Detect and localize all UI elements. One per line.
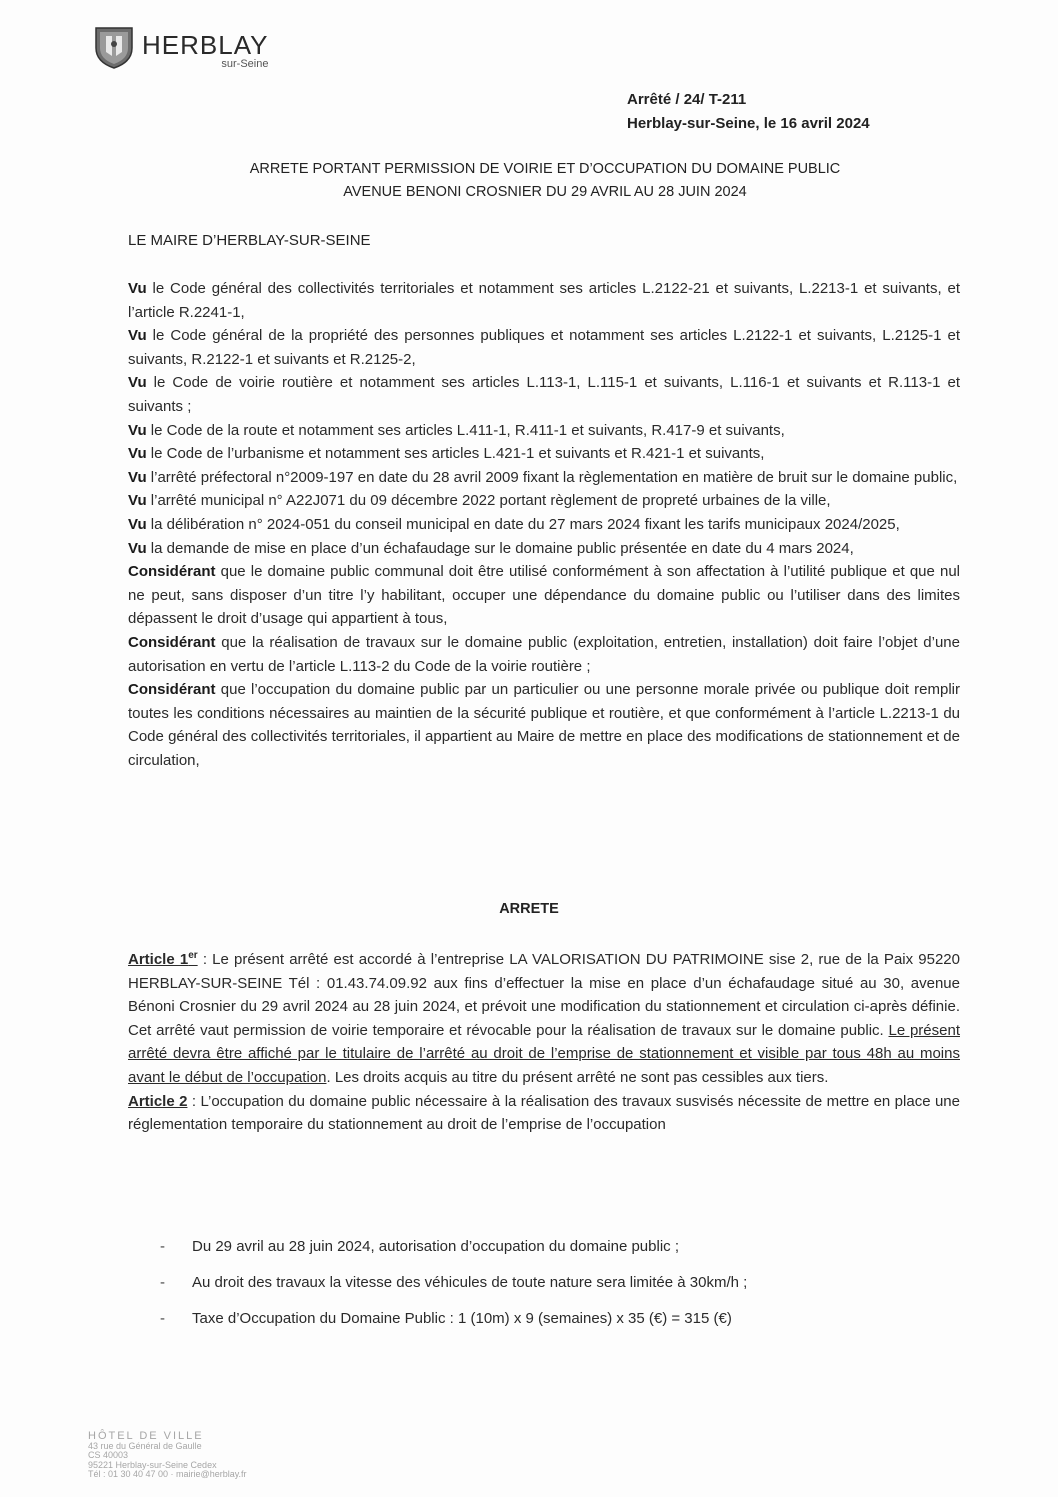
recital-text: que le domaine public communal doit être utilisé conformément à son affectation à l’utilité publique et que nul ne peut, sans disposer d’un titre l’y habilitant, occuper une dépendance du domaine public ou l’utiliser dans des limites dépassent le droit d’usage qui appartient à tous,	[128, 563, 960, 628]
article-1	[128, 944, 960, 1090]
recitals	[128, 277, 960, 772]
city-logo	[90, 22, 268, 72]
recital-item	[128, 466, 960, 490]
decree-place-date: Herblay-sur-Seine, le 16 avril 2024	[627, 115, 870, 132]
dash-bullet-icon: -	[160, 1238, 165, 1255]
city-crest-icon	[90, 22, 138, 70]
recital-lead: Vu	[128, 374, 147, 392]
recital-text: le Code général des collectivités territoriales et notamment ses articles L.2122-21 et suivants, L.2213-1 et suivants, et l’article R.2241-1,	[128, 280, 960, 321]
recital-text: le Code de voirie routière et notamment ses articles L.113-1, L.115-1 et suivants, L.116-1 et suivants et R.113-1 et suivants ;	[128, 374, 960, 415]
recital-text: la demande de mise en place d’un échafaudage sur le domaine public présentée en date du 4 mars 2024,	[146, 539, 854, 557]
article-1-display-notice: Le présent arrêté devra être affiché par le titulaire de l’arrêté au droit de l’emprise de stationnement et visible par tous 48h au moins avant le début de l’occupation	[128, 1021, 960, 1086]
list-item: - Taxe d’Occupation du Domaine Public : 1 (10m) x 9 (semaines) x 35 (€) = 315 (€)	[160, 1310, 732, 1327]
decree-reference	[627, 88, 870, 136]
recital-item	[128, 324, 960, 371]
footer-line: 43 rue du Général de Gaulle	[88, 1440, 202, 1451]
article-1-label: Article 1er	[128, 950, 198, 968]
footer-line: Tél : 01 30 40 47 00 · mairie@herblay.fr	[88, 1469, 247, 1479]
list-item: - Du 29 avril au 28 juin 2024, autorisation d’occupation du domaine public ;	[160, 1238, 679, 1255]
recital-text: que la réalisation de travaux sur le domaine public (exploitation, entretien, installation) doit faire l’objet d’une autorisation en vertu de l’article L.113-2 du Code de la voirie routière ;	[128, 633, 960, 675]
recital-lead: Vu	[128, 539, 147, 557]
recital-item	[128, 371, 960, 418]
document-title	[130, 158, 960, 204]
measures-list	[160, 1238, 747, 1346]
recital-lead: Vu	[128, 468, 147, 486]
logo-subtitle: sur-Seine	[221, 58, 269, 70]
mayor-heading: LE MAIRE D’HERBLAY-SUR-SEINE	[128, 232, 371, 249]
recital-lead: Considérant	[128, 681, 216, 699]
article-2-text: : L’occupation du domaine public nécessaire à la réalisation des travaux susvisés nécessite de mettre en place une réglementation temporaire du stationnement au droit de l’emprise de l’occupation	[128, 1092, 960, 1134]
footer-line: HÔTEL DE VILLE	[88, 1430, 204, 1442]
recital-lead: Vu	[128, 492, 147, 510]
recital-text: l’arrêté municipal n° A22J071 du 09 décembre 2022 portant règlement de propreté urbaines de la ville,	[146, 492, 831, 510]
title-line-1: ARRETE PORTANT PERMISSION DE VOIRIE ET D’OCCUPATION DU DOMAINE PUBLIC	[249, 161, 841, 177]
recital-lead: Vu	[128, 327, 147, 345]
recital-item	[128, 560, 960, 631]
recital-text: l’arrêté préfectoral n°2009-197 en date du 28 avril 2009 fixant la règlementation en matière de bruit sur le domaine public,	[146, 468, 958, 486]
logo-name: HERBLAY	[142, 30, 269, 60]
arrete-heading: ARRETE	[499, 901, 559, 917]
dash-bullet-icon: -	[160, 1310, 165, 1327]
article-1-text: : Le présent arrêté est accordé à l’entreprise LA VALORISATION DU PATRIMOINE sise 2, rue de la Paix 95220 HERBLAY-SUR-SEINE Tél : 01.43.74.09.92 aux fins d’effectuer la mise en place d’un échafaudage situé au 30, avenue Bénoni Crosnier du 29 avril 2024 au 28 juin 2024, et prévoit une modification du stationnement et circulation ci-après définie. Cet arrêté vaut permission de voirie temporaire et révocable pour la réalisation de travaux sur le domaine public.	[128, 951, 960, 1039]
recital-item	[128, 442, 960, 466]
recital-item	[128, 489, 960, 513]
recital-item	[128, 678, 960, 772]
recital-item	[128, 419, 960, 443]
footer-line: 95221 Herblay-sur-Seine Cedex	[88, 1459, 217, 1470]
recital-lead: Vu	[128, 421, 147, 439]
footer-line: CS 40003	[88, 1450, 129, 1460]
title-line-2: AVENUE BENONI CROSNIER DU 29 AVRIL AU 28 JUIN 2024	[343, 184, 747, 200]
decree-number: Arrêté / 24/ T-211	[627, 91, 747, 108]
recital-item	[128, 277, 960, 324]
recital-lead: Vu	[128, 280, 147, 297]
recital-item	[128, 537, 960, 561]
recital-lead: Vu	[128, 515, 147, 533]
article-2-label: Article 2	[128, 1092, 188, 1110]
article-2	[128, 1090, 960, 1137]
recital-text: le Code de l’urbanisme et notamment ses articles L.421-1 et suivants et R.421-1 et suivants,	[146, 445, 765, 463]
footer-address	[88, 1432, 247, 1480]
recital-item	[128, 631, 960, 678]
recital-text: le Code général de la propriété des personnes publiques et notamment ses articles L.2122-1 et suivants, L.2125-1 et suivants, R.2122-1 et suivants et R.2125-2,	[128, 327, 960, 368]
dash-bullet-icon: -	[160, 1274, 165, 1291]
recital-text: la délibération n° 2024-051 du conseil municipal en date du 27 mars 2024 fixant les tarifs municipaux 2024/2025,	[146, 515, 900, 533]
recital-lead: Considérant	[128, 633, 216, 651]
recital-lead: Vu	[128, 445, 147, 463]
recital-item	[128, 513, 960, 537]
recital-text: le Code de la route et notamment ses articles L.411-1, R.411-1 et suivants, R.417-9 et suivants,	[146, 421, 785, 439]
list-item: - Au droit des travaux la vitesse des véhicules de toute nature sera limitée à 30km/h ;	[160, 1274, 748, 1291]
article-1-text-end: . Les droits acquis au titre du présent arrêté ne sont pas cessibles aux tiers.	[326, 1068, 829, 1086]
articles	[128, 944, 960, 1137]
recital-text: que l’occupation du domaine public par un particulier ou une personne morale privée ou publique doit remplir toutes les conditions nécessaires au maintien de la sécurité publique et routière, et que conformément à l’article L.2213-1 du Code général des collectivités territoriales, il appartient au Maire de mettre en place des modifications de stationnement et de circulation,	[128, 681, 960, 769]
recital-lead: Considérant	[128, 563, 216, 581]
